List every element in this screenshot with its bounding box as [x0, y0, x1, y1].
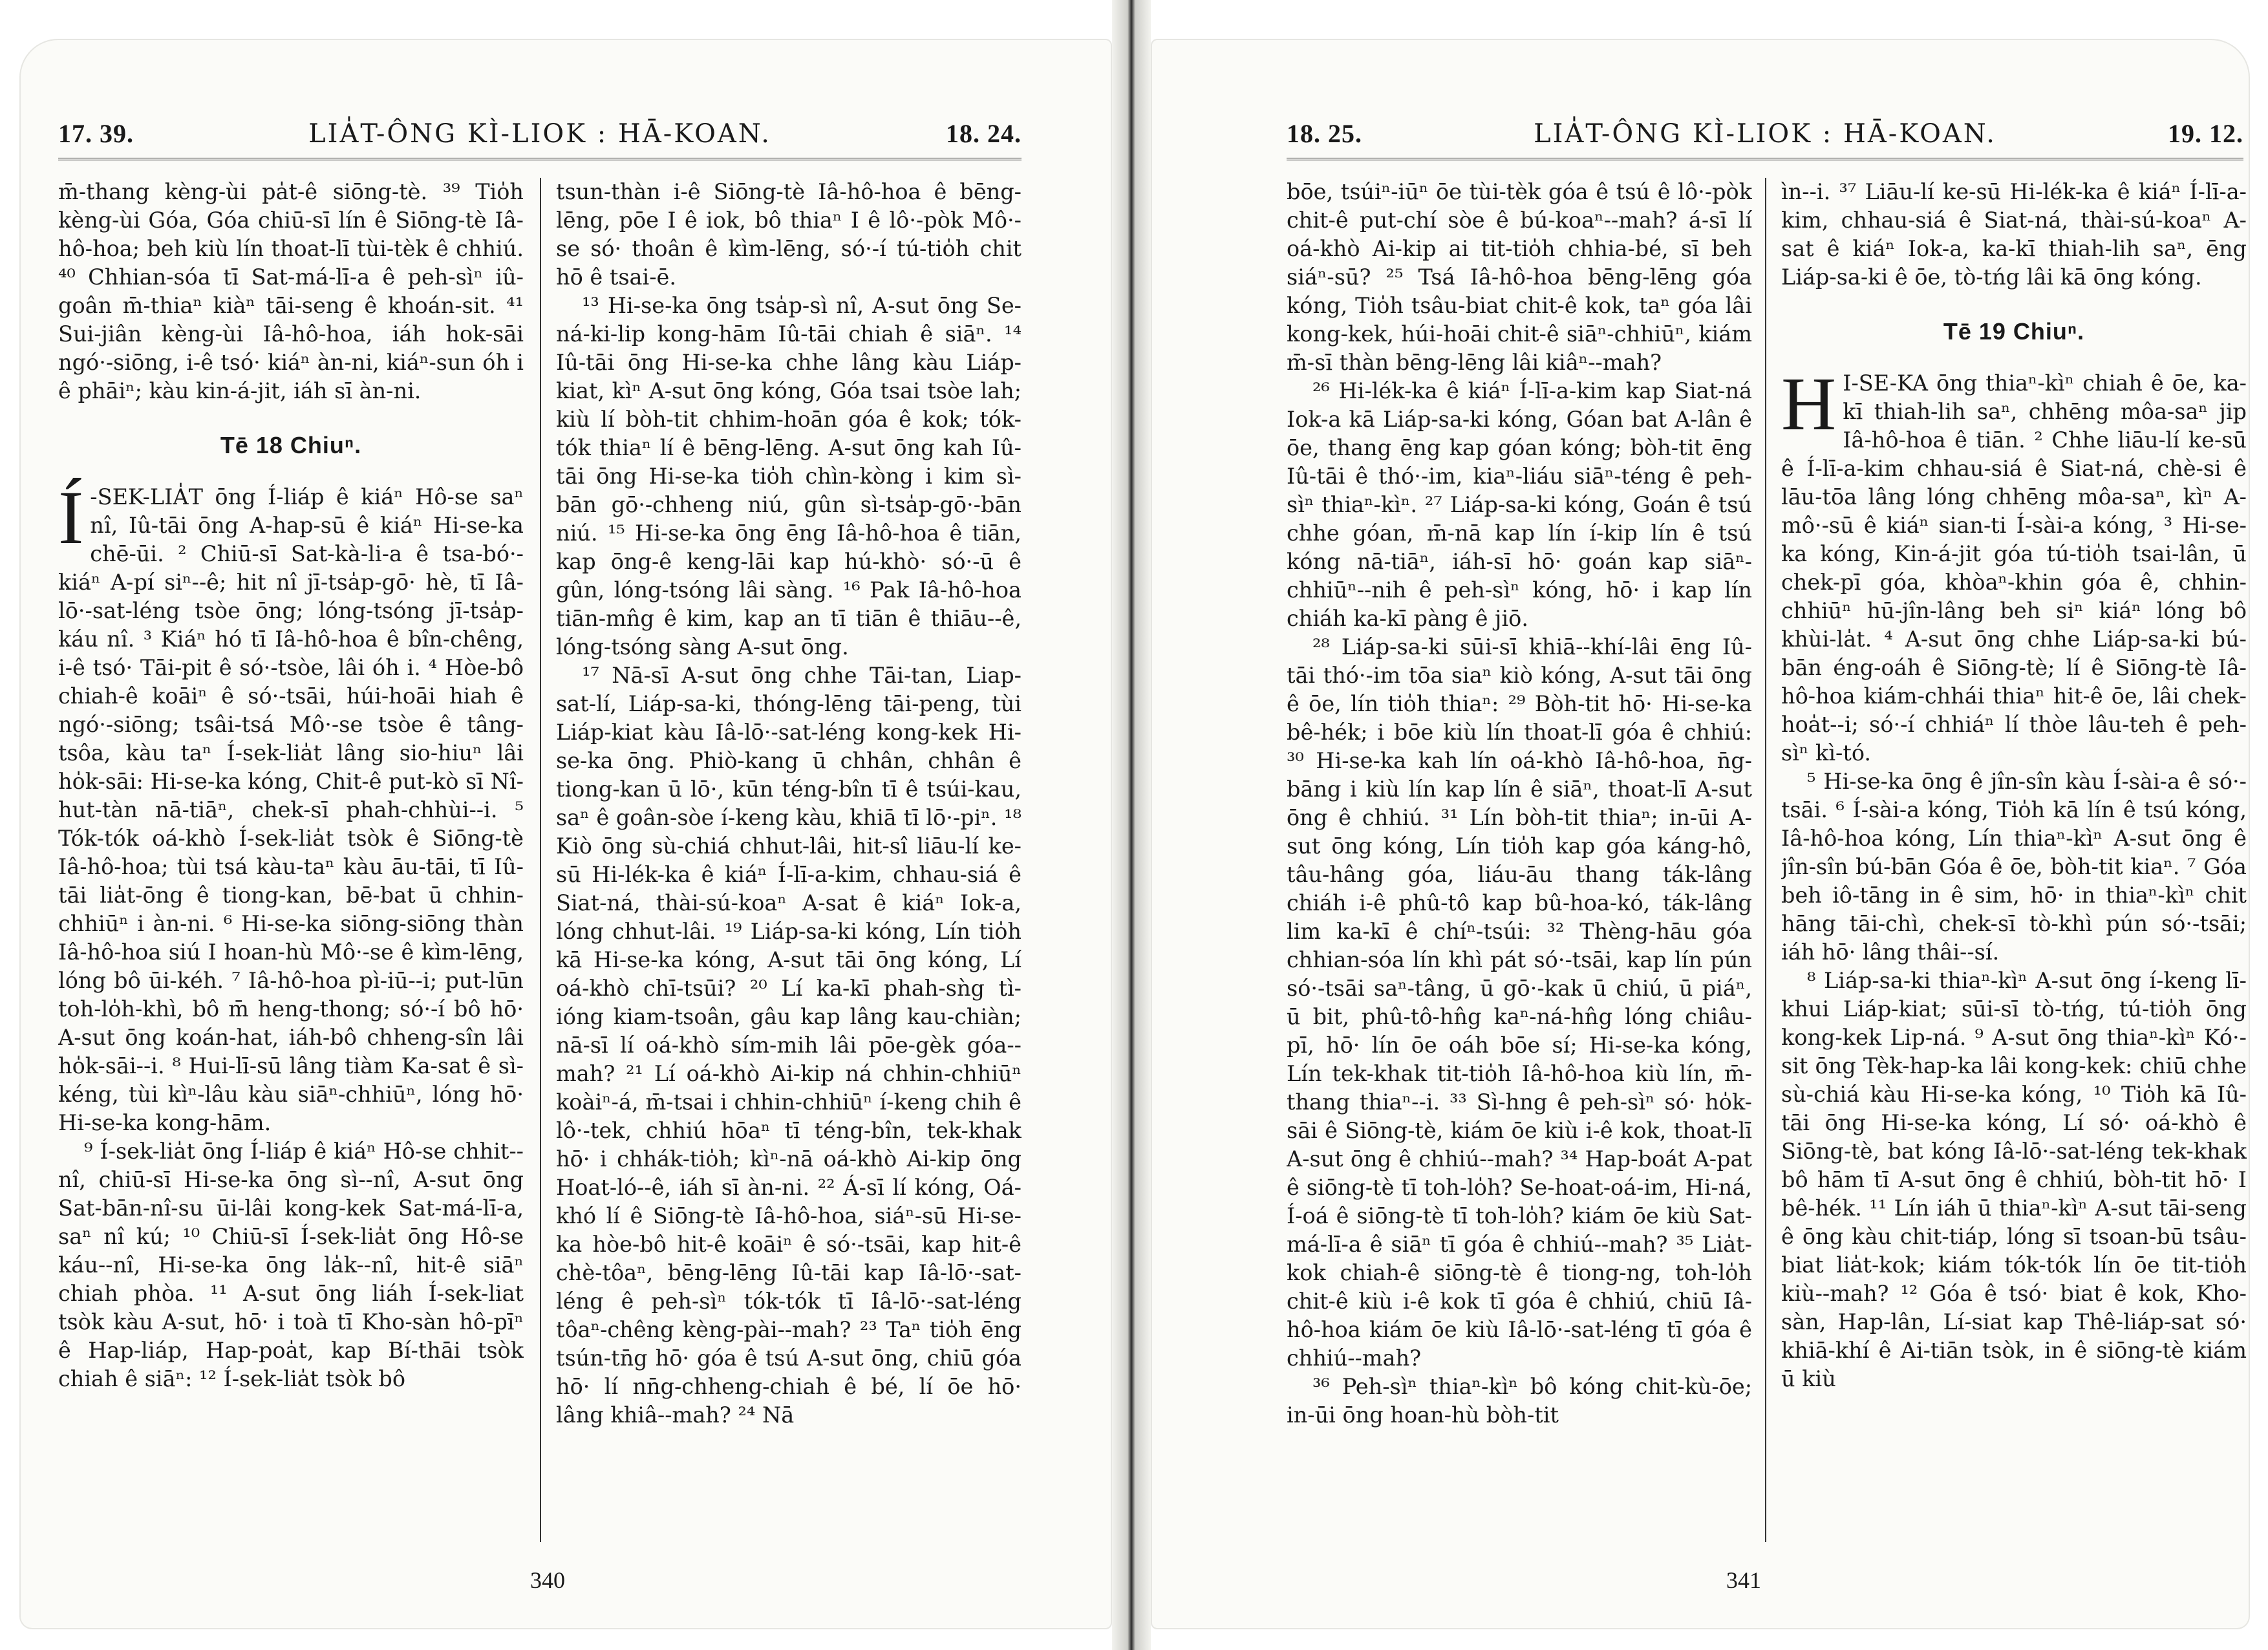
chapter-opening-paragraph [1781, 361, 2247, 767]
right-page [1151, 39, 2250, 1629]
right-header-running-title: LIA̍T-ÔNG KÌ-LIOK : HĀ-KOAN. [1534, 119, 1996, 149]
book-gutter [1112, 0, 1151, 1650]
paragraph: ²⁸ Liáp-sa-ki sūi-sī khiā--khí-lâi ēng Iû-tāi thó·-im tōa siaⁿ kiò kóng, A-sut tāi ōng ê ōe, lín tio̍h thiaⁿ: ²⁹ Bòh-tit hō· Hi-se-ka bê-hék; i bōe kiù lín thoat-lī góa ê chhiú: ³⁰ Hi-se-ka kah lín oá-khò Iâ-hô-hoa, n̄g-bāng i kiù lín kap lín ê siāⁿ, thoat-lī A-sut ōng ê chhiú. ³¹ Lín bòh-tit thiaⁿ; in-ūi A-sut ōng kóng, Lín tio̍h kap góa káng-hô, tâu-hâng góa, liáu-āu thang ták-lâng chiáh i-ê phû-tô kap bû-hoa-kó, ták-lâng lim ka-kī ê chíⁿ-tsúi: ³² Thèng-hāu góa chhian-sóa lín khì pát só·-tsāi, kap lín pún só·-tsāi saⁿ-tâng, ū gō·-kak ū chiú, ū piáⁿ, ū bit, phû-tô-hn̂g kaⁿ-ná-hn̂g lóng chiâu-pī, hō· lín ōe oáh bōe sí; Hi-se-ka kóng, Lín tek-khak tit-tio̍h Iâ-hô-hoa kiù lín, m̄-thang thiaⁿ--i. ³³ Sì-hng ê peh-sìⁿ só· ho̍k-sāi ê Siōng-tè, kiám ōe kiù i-ê kok, thoat-lī A-sut ōng ê chhiú--mah? ³⁴ Hap-boát A-pat ê siōng-tè tī toh-lo̍h? Se-hoat-oá-im, Hi-ná, Í-oá ê siōng-tè tī toh-lo̍h? kiám ōe kiù Sat-má-lī-a ê siāⁿ tī góa ê chhiú--mah? ³⁵ Lia̍t-kok chiah-ê siōng-tè ê tiong-ng, toh-lo̍h chit-ê kiù i-ê kok tī góa ê chhiú, chiū Iâ-hô-hoa kiám ōe kiù Iâ-lō·-sat-léng tī góa ê chhiú--mah? [1287, 634, 1752, 1371]
paragraph: ¹³ Hi-se-ka ōng tsa̍p-sì nî, A-sut ōng Se-ná-ki-lip kong-hām Iû-tāi chiah ê siāⁿ. ¹⁴ Iû-tāi ōng Hi-se-ka chhe lâng kàu Liáp-kiat, kìⁿ A-sut ōng kóng, Góa tsai tsòe lah; kiù lí bòh-tit chhim-hoān góa ê kok; tók-tók thiaⁿ lí ê bēng-lēng. A-sut ōng kah Iû-tāi ōng Hi-se-ka tio̍h chìn-kòng i kim sì-bān gō·-chheng niú, gûn sì-tsa̍p-gō·-bān niú. ¹⁵ Hi-se-ka ōng ēng Iâ-hô-hoa ê tiān, kap ōng-ê keng-lāi kap hú-khò· só·-ū ê gûn, lóng-tsóng lâi sàng. ¹⁶ Pak Iâ-hô-hoa tiān-mn̂g ê kim, kap an tī tiān ê thiāu--ê, lóng-tsóng sàng A-sut ōng. [556, 293, 1022, 659]
chapter-opening-paragraph [58, 475, 524, 1137]
right-column-1 [1287, 178, 1752, 1548]
paragraph: tsun-thàn i-ê Siōng-tè Iâ-hô-hoa ê bēng-lēng, pōe I ê iok, bô thiaⁿ I ê lô·-pòk Mô·-se só· thoân ê kìm-lēng, só·-í tú-tio̍h chit hō ê tsai-ē. [556, 179, 1022, 290]
paragraph-text: -SEK-LIA̍T ōng Í-liáp ê kiáⁿ Hô-se saⁿ nî, Iû-tāi ōng A-hap-sū ê kiáⁿ Hi-se-ka chē-ūi. ² Chiū-sī Sat-kà-li-a ê tsa-bó·-kiáⁿ A-pí siⁿ--ê; hit nî jī-tsa̍p-gō· hè, tī Iâ-lō·-sat-léng tsòe ōng; lóng-tsóng jī-tsa̍p-káu nî. ³ Kiáⁿ hó tī Iâ-hô-hoa ê bîn-chêng, i-ê tsó· Tāi-pit ê só·-tsòe, lâi óh i. ⁴ Hòe-bô chiah-ê koāiⁿ ê só·-tsāi, húi-hoāi hiah ê ngó·-siōng; tsâi-tsá Mô·-se tsòe ê tâng-tsôa, kàu taⁿ Í-sek-lia̍t lâng sio-hiuⁿ lâi ho̍k-sāi: Hi-se-ka kóng, Chit-ê put-kò sī Nî-hut-tàn nā-tiāⁿ, chek-sī phah-chhùi--i. ⁵ Tók-tók oá-khò Í-sek-lia̍t tsòk ê Siōng-tè Iâ-hô-hoa; tùi tsá kàu-taⁿ kàu āu-tāi, tī Iû-tāi lia̍t-ōng ê tiong-kan, bē-bat ū chhin-chhiūⁿ i àn-ni. ⁶ Hi-se-ka siōng-siōng thàn Iâ-hô-hoa siú I hoan-hù Mô·-se ê kìm-lēng, lóng bô ūi-kéh. ⁷ Iâ-hô-hoa pì-iū--i; put-lūn toh-lo̍h-khì, bô m̄ heng-thong; só·-í bô hō· A-sut ōng koán-hat, iáh-bô chheng-sîn lâi ho̍k-sāi--i. ⁸ Hui-lī-sū lâng tiàm Ka-sat ê sì-kéng, tùi kìⁿ-lâu kàu siāⁿ-chhiūⁿ, lóng hō· Hi-se-ka kong-hām. [58, 484, 524, 1135]
left-page [19, 39, 1112, 1629]
page-number: 341 [1726, 1567, 1761, 1593]
paragraph: ²⁶ Hi-lék-ka ê kiáⁿ Í-lī-a-kim kap Siat-ná Iok-a kā Liáp-sa-ki kóng, Góan bat A-lân ê ōe, thang ēng kap góan kóng; bòh-tit ēng Iû-tāi ê thó·-im, kiaⁿ-liáu siāⁿ-téng ê peh-sìⁿ thiaⁿ-kìⁿ. ²⁷ Liáp-sa-ki kóng, Goán ê tsú chhe góan, m̄-nā kap lín í-kip lín ê tsú kóng nā-tiāⁿ, iáh-sī hō· goán kap siāⁿ-chhiūⁿ--nih ê peh-sìⁿ kóng, hō· i kap lín chiáh ka-kī pàng ê jiō. [1287, 378, 1752, 631]
right-header-end-reference: 19. 12. [2167, 119, 2243, 148]
left-page-header [58, 91, 1022, 160]
paragraph: ¹⁷ Nā-sī A-sut ōng chhe Tāi-tan, Liap-sat-lí, Liáp-sa-ki, thóng-lēng tāi-peng, tùi Liáp-kiat kàu Iâ-lō·-sat-léng kong-kek Hi-se-ka ōng. Phiò-kang ū chhân, chhân ê tiong-kan ū lō·, kūn téng-bîn tī ê tsúi-kau, saⁿ ê goân-sòe í-keng kàu, khiā tī lō·-piⁿ. ¹⁸ Kiò ōng sù-chiá chhut-lâi, hit-sî liāu-lí ke-sū Hi-lék-ka ê kiáⁿ Í-lī-a-kim, chhau-siá ê Siat-ná, thài-sú-koaⁿ A-sat ê kiáⁿ Iok-a, lóng chhut-lâi. ¹⁹ Liáp-sa-ki kóng, Lín tio̍h kā Hi-se-ka kóng, A-sut tāi ōng kóng, Lí oá-khò chī-tsūi? ²⁰ Lí ka-kī phah-sǹg tì-ióng kiam-tsoân, gâu kap lâng kau-chiàn; nā-sī lí oá-khò sím-mih lâi pōe-gèk góa--mah? ²¹ Lí oá-khò Ai-kip ná chhin-chhiūⁿ koàiⁿ-á, m̄-tsai i chhin-chhiūⁿ í-keng chih ê lô·-tek, chhiú hōaⁿ tī téng-bîn, tek-khak hō· i chhák-tio̍h; kìⁿ-nā oá-khò Ai-kip ōng Hoat-ló--ê, iáh sī àn-ni. ²² Á-sī lí kóng, Oá-khó lí ê Siōng-tè Iâ-hô-hoa, siáⁿ-sū Hi-se-ka hòe-bô hit-ê koāiⁿ ê só·-tsāi, kap hit-ê chè-tôaⁿ, bēng-lēng Iû-tāi kap Iâ-lō·-sat-léng ê peh-sìⁿ tók-tók tī Iâ-lō·-sat-léng tôaⁿ-chêng kèng-pài--mah? ²³ Taⁿ tio̍h ēng tsún-tn̄g hō· góa ê tsú A-sut ōng, chiū góa hō· lí nn̄g-chheng-chiah ê bé, lí ōe hō· lâng khiâ--mah? ²⁴ Nā [556, 663, 1022, 1428]
column-divider [1765, 178, 1766, 1542]
left-header-start-reference: 17. 39. [58, 119, 134, 148]
left-column-2 [556, 178, 1022, 1548]
chapter-heading: Tē 18 Chiuⁿ. [220, 432, 362, 458]
paragraph: m̄-thang kèng-ùi pa̍t-ê siōng-tè. ³⁹ Tio̍h kèng-ùi Góa, Góa chiū-sī lín ê Siōng-tè Iâ-hô-hoa; beh kiù lín thoat-lī tùi-tèk ê chhiú. ⁴⁰ Chhian-sóa tī Sat-má-lī-a ê peh-sìⁿ iû-goân m̄-thiaⁿ kiàⁿ tāi-seng ê khoán-sit. ⁴¹ Sui-jiân kèng-ùi Iâ-hô-hoa, iáh hok-sāi ngó·-siōng, i-ê tsó· kiáⁿ àn-ni, kiáⁿ-sun óh i ê phāiⁿ; kàu kin-á-jit, iáh sī àn-ni. [58, 179, 524, 403]
paragraph: ìn--i. ³⁷ Liāu-lí ke-sū Hi-lék-ka ê kiáⁿ Í-lī-a-kim, chhau-siá ê Siat-ná, thài-sú-koaⁿ A-sat ê kiáⁿ Iok-a, ka-kī thiah-lih saⁿ, ēng Liáp-sa-ki ê ōe, tò-tńg lâi kā ōng kóng. [1781, 179, 2247, 290]
page-number: 340 [530, 1567, 565, 1593]
left-header-end-reference: 18. 24. [945, 119, 1022, 148]
right-column-2 [1781, 178, 2247, 1548]
column-divider [540, 178, 541, 1542]
left-header-running-title: LIA̍T-ÔNG KÌ-LIOK : HĀ-KOAN. [308, 119, 771, 149]
drop-cap: Í [58, 475, 84, 560]
chapter-heading: Tē 19 Chiuⁿ. [1943, 318, 2085, 345]
paragraph: bōe, tsúiⁿ-iūⁿ ōe tùi-tèk góa ê tsú ê lô·-pòk chit-ê put-chí sòe ê bú-koaⁿ--mah? á-sī lí oá-khò Ai-kip ai tit-tio̍h chhia-bé, sī beh siáⁿ-sū? ²⁵ Tsá Iâ-hô-hoa bēng-lēng góa kóng, Tio̍h tsâu-biat chit-ê kok, taⁿ góa lâi kong-kek, húi-hoāi chit-ê siāⁿ-chhiūⁿ, kiám m̄-sī thàn bēng-lēng lâi kiâⁿ--mah? [1287, 179, 1752, 375]
paragraph: ³⁶ Peh-sìⁿ thiaⁿ-kìⁿ bô kóng chit-kù-ōe; in-ūi ōng hoan-hù bòh-tit [1287, 1374, 1752, 1428]
paragraph: ⁸ Liáp-sa-ki thiaⁿ-kìⁿ A-sut ōng í-keng lī-khui Liáp-kiat; sūi-sī tò-tńg, tú-tio̍h ōng kong-kek Lip-ná. ⁹ A-sut ōng thiaⁿ-kìⁿ Kó·-sit ōng Tèk-hap-ka lâi kong-kek: chiū chhe sù-chiá kàu Hi-se-ka kóng, ¹⁰ Tio̍h kā Iû-tāi ōng Hi-se-ka kóng, Lí só· oá-khò ê Siōng-tè, bat kóng Iâ-lō·-sat-léng tek-khak bô hām tī A-sut ōng ê chhiú, bòh-tit hō· I bê-hék. ¹¹ Lín iáh ū thiaⁿ-kìⁿ A-sut tāi-seng ê ōng kàu chit-tiáp, lóng sī tsoan-bū tsâu-biat lia̍t-kok; kiám tók-tók lín ōe tit-tio̍h kiù--mah? ¹² Góa ê tsó· biat ê kok, Kho-sàn, Hap-lân, Lí-siat kap Thê-liáp-sat só· khiā-khí ê Ai-tiān tsòk, in ê siōng-tè kiám ū kiù [1781, 968, 2247, 1391]
right-page-header [1287, 91, 2243, 160]
right-header-start-reference: 18. 25. [1287, 119, 1362, 148]
paragraph-text: I-SE-KA ōng thiaⁿ-kìⁿ chiah ê ōe, ka-kī thiah-lih saⁿ, chhēng môa-saⁿ jip Iâ-hô-hoa ê tiān. ² Chhe liāu-lí ke-sū ê Í-lī-a-kim chhau-siá ê Siat-ná, chè-si ê lāu-tōa lâng lóng chhēng môa-saⁿ, kìⁿ A-mô·-sū ê kiáⁿ sian-ti Í-sài-a kóng, ³ Hi-se-ka kóng, Kin-á-jit góa tú-tio̍h tsai-lân, ū chek-pī góa, khòaⁿ-khin góa ê, chhin-chhiūⁿ hū-jîn-lâng beh siⁿ kiáⁿ lóng bô khùi-la̍t. ⁴ A-sut ōng chhe Liáp-sa-ki bú-bān éng-oáh ê Siōng-tè; lí ê Siōng-tè Iâ-hô-hoa kiám-chhái thiaⁿ hit-ê ōe, lâi chek-hoa̍t--i; só·-í chhiáⁿ lí thòe lâu-teh ê peh-sìⁿ kì-tó. [1781, 370, 2247, 766]
drop-cap: H [1781, 361, 1837, 446]
paragraph: ⁹ Í-sek-lia̍t ōng Í-liáp ê kiáⁿ Hô-se chhit--nî, chiū-sī Hi-se-ka ōng sì--nî, A-sut ōng Sat-bān-nî-su ūi-lâi kong-kek Sat-má-lī-a, saⁿ nî kú; ¹⁰ Chiū-sī Í-sek-lia̍t ōng Hô-se káu--nî, Hi-se-ka ōng la̍k--nî, hit-ê siāⁿ chiah phòa. ¹¹ A-sut ōng liáh Í-sek-liat tsòk kàu A-sut, hō· i toà tī Kho-sàn hô-pīⁿ ê Hap-liáp, Hap-poa̍t, kap Bí-thāi tsòk chiah ê siāⁿ: ¹² Í-sek-lia̍t tsòk bô [58, 1139, 524, 1391]
left-column-1 [58, 178, 524, 1548]
paragraph: ⁵ Hi-se-ka ōng ê jîn-sîn kàu Í-sài-a ê só·-tsāi. ⁶ Í-sài-a kóng, Tio̍h kā lín ê tsú kóng, Iâ-hô-hoa kóng, Lín thiaⁿ-kìⁿ A-sut ōng ê jîn-sîn bú-bān Góa ê ōe, bòh-tit kiaⁿ. ⁷ Góa beh iô-tāng in ê sim, hō· in thiaⁿ-kìⁿ chit hāng tāi-chì, chek-sī tò-khì pún só·-tsāi; iáh hō· lâng thâi--sí. [1781, 769, 2247, 965]
